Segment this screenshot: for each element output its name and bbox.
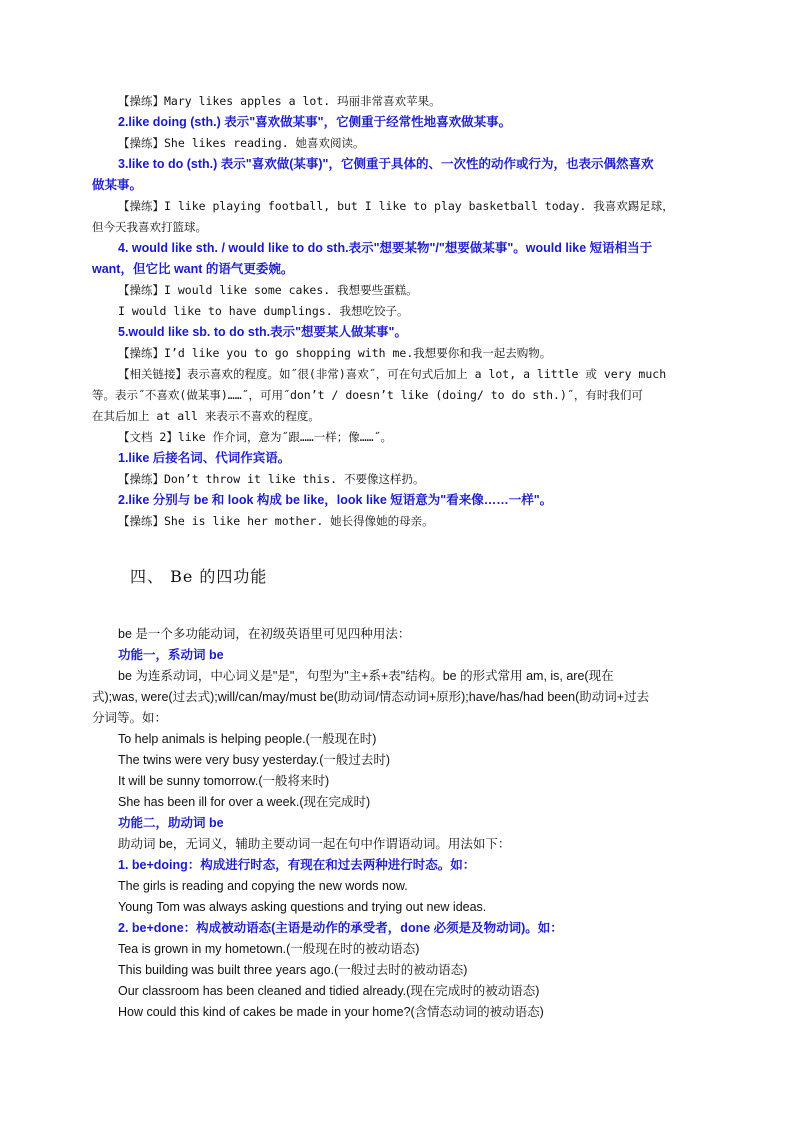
paragraph: 助动词 be，无词义，辅助主要动词一起在句中作谓语动词。用法如下： — [118, 837, 511, 851]
paragraph-cont: 式);was, were(过去式);will/can/may/must be(助动词/情态动词+原形);have/has/had been(助动词+过去 — [92, 690, 650, 704]
rule-would-like-cont: want，但它比 want 的语气更委婉。 — [92, 262, 294, 276]
related-link-cont: 等。表示˝不喜欢(做某事)……˝，可用˝don’t / doesn’t like (doing/ to do sth.)˝，有时我们可 — [92, 388, 643, 402]
rule-like-to-do: 3.like to do (sth.) 表示"喜欢做(某事)"，它侧重于具体的、一次性的动作或行为，也表示偶然喜欢 — [118, 157, 654, 171]
example-sentence: The girls is reading and copying the new words now. — [118, 879, 408, 893]
example-sentence: Young Tom was always asking questions and trying out new ideas. — [118, 900, 487, 914]
rule-be-done: 2. be+done：构成被动语态(主语是动作的承受者，done 必须是及物动词)。如： — [118, 921, 563, 935]
example-sentence: How could this kind of cakes be made in your home?(含情态动词的被动语态) — [118, 1005, 544, 1019]
practice-line: I would like to have dumplings. 我想吃饺子。 — [118, 304, 409, 318]
related-link: 【相关链接】表示喜欢的程度。如˝很(非常)喜欢˝，可在句式后加上 a lot, a little 或 very much — [118, 367, 667, 381]
example-sentence: To help animals is helping people.(一般现在时) — [118, 732, 377, 746]
practice-line: 【操练】She is like her mother. 她长得像她的母亲。 — [118, 514, 434, 528]
document-2-intro: 【文档 2】like 作介词，意为˝跟……一样；像……˝。 — [118, 430, 393, 444]
practice-line-cont: 但今天我喜欢打篮球。 — [92, 220, 207, 234]
example-sentence: The twins were very busy yesterday.(一般过去时) — [118, 753, 391, 767]
example-sentence: Tea is grown in my hometown.(一般现在时的被动语态) — [118, 942, 420, 956]
rule-be-like: 2.like 分别与 be 和 look 构成 be like，look like 短语意为"看来像……一样"。 — [118, 493, 553, 507]
function-one-title: 功能一，系动词 be — [118, 648, 224, 662]
practice-line: 【操练】I would like some cakes. 我想要些蛋糕。 — [118, 283, 418, 297]
paragraph-cont: 分词等。如： — [92, 711, 168, 725]
paragraph: be 为连系动词，中心词义是"是"，句型为"主+系+表"结构。be 的形式常用 am, is, are(现在 — [118, 669, 614, 683]
rule-like-doing: 2.like doing (sth.) 表示"喜欢做某事"，它侧重于经常性地喜欢做某事。 — [118, 115, 512, 129]
function-two-title: 功能二，助动词 be — [118, 816, 224, 830]
example-sentence: She has been ill for over a week.(现在完成时) — [118, 795, 371, 809]
rule-be-doing: 1. be+doing：构成进行时态，有现在和过去两种进行时态。如： — [118, 858, 476, 872]
practice-line: 【操练】I’d like you to go shopping with me.我想要你和我一起去购物。 — [118, 346, 552, 360]
example-sentence: It will be sunny tomorrow.(一般将来时) — [118, 774, 330, 788]
intro-text: be 是一个多功能动词，在初级英语里可见四种用法： — [118, 627, 411, 641]
practice-line: 【操练】Mary likes apples a lot. 玛丽非常喜欢苹果。 — [118, 94, 441, 108]
practice-line: 【操练】Don’t throw it like this. 不要像这样扔。 — [118, 472, 425, 486]
rule-like-to-do-cont: 做某事。 — [92, 178, 143, 192]
example-sentence: Our classroom has been cleaned and tidied already.(现在完成时的被动语态) — [118, 984, 540, 998]
related-link-cont: 在其后加上 at all 来表示不喜欢的程度。 — [92, 409, 320, 423]
rule-would-like-sb: 5.would like sb. to do sth.表示"想要某人做某事"。 — [118, 325, 407, 339]
practice-line: 【操练】She likes reading. 她喜欢阅读。 — [118, 136, 365, 150]
rule-would-like: 4. would like sth. / would like to do sth.表示"想要某物"/"想要做某事"。would like 短语相当于 — [118, 241, 653, 255]
rule-like-prep: 1.like 后接名词、代词作宾语。 — [118, 451, 291, 465]
section-heading: 四、 Be 的四功能 — [130, 567, 268, 586]
practice-line: 【操练】I like playing football, but I like to play basketball today. 我喜欢踢足球， — [118, 199, 674, 213]
example-sentence: This building was built three years ago.(一般过去时的被动语态) — [118, 963, 468, 977]
